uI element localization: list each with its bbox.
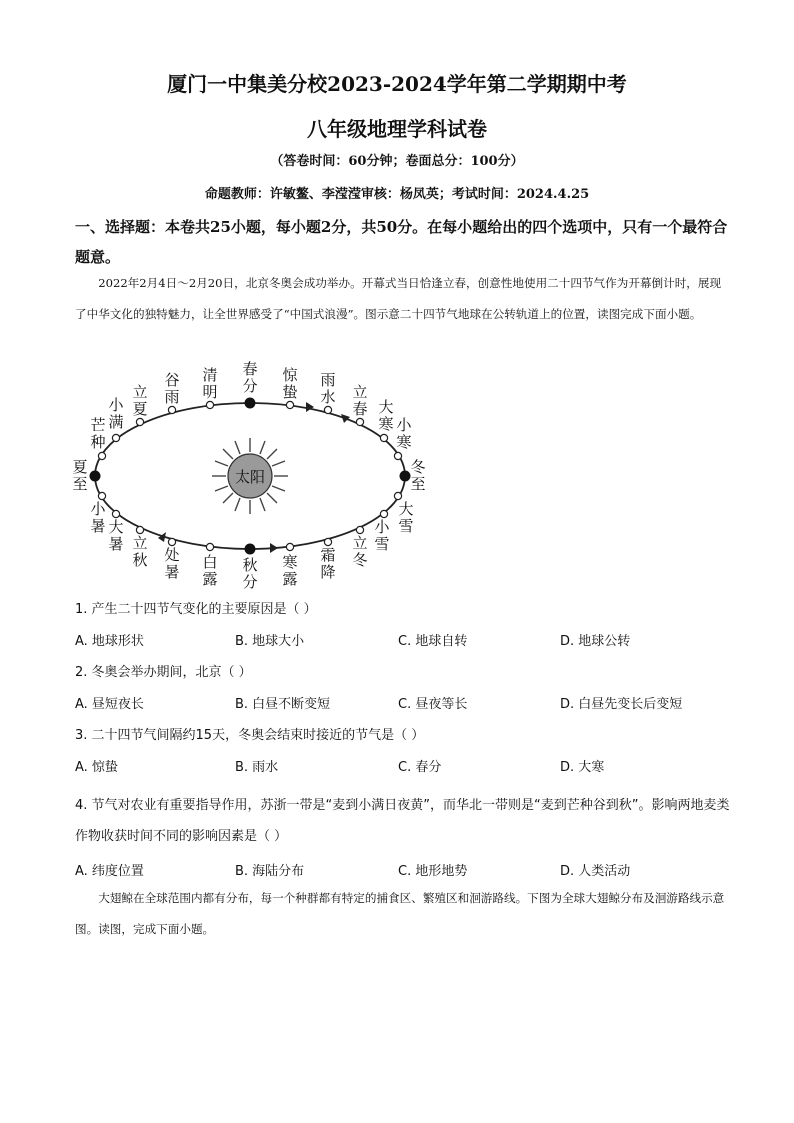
- term-label-lidong: 立冬: [352, 534, 368, 569]
- term-label-xiaoxue: 小雪: [374, 518, 390, 553]
- term-label-yushui: 雨水: [320, 371, 336, 406]
- question-2-option-d[interactable]: D. 白昼先变长后变短: [560, 697, 683, 712]
- term-label-guyu: 谷雨: [164, 371, 180, 406]
- spring-equinox-point: [245, 398, 256, 409]
- term-label-bailu: 白露: [202, 553, 218, 588]
- term-label-shuangjiang: 霜降: [320, 546, 336, 581]
- term-label-chunfen: 春分: [242, 360, 258, 395]
- term-label-dongzhi: 冬至: [410, 458, 426, 493]
- term-label-dahan: 大寒: [378, 398, 394, 433]
- term-label-hanlu: 寒露: [282, 553, 298, 588]
- term-label-qiufen: 秋分: [242, 556, 258, 591]
- question-3-option-b[interactable]: B. 雨水: [235, 760, 279, 775]
- sun-label: 太阳: [234, 468, 266, 486]
- passage-olympics: 2022年2月4日～2月20日，北京冬奥会成功举办。开幕式当日恰逢立春，创意性地使用二十四节气作为开幕倒计时，展现了中华文化的独特魅力，让全世界感受了“中国式浪漫”。图示意二十四节气地球在公转轨道上的位置，读图完成下面小题。: [75, 276, 722, 321]
- question-2-stem: 2. 冬奥会举办期间，北京（ ）: [75, 665, 252, 680]
- solar-terms-orbit-diagram: [60, 360, 440, 600]
- summer-solstice-point: [90, 471, 101, 482]
- autumn-equinox-point: [245, 544, 256, 555]
- term-label-xiaoshu: 小暑: [90, 500, 106, 535]
- question-2-option-b[interactable]: B. 白昼不断变短: [235, 697, 331, 712]
- term-label-dashu: 大暑: [108, 518, 124, 553]
- term-label-chushu: 处暑: [164, 546, 180, 581]
- term-label-lixia: 立夏: [132, 383, 148, 418]
- question-4-option-b[interactable]: B. 海陆分布: [235, 864, 305, 879]
- question-4-option-d[interactable]: D. 人类活动: [560, 864, 631, 879]
- exam-time-info: （答卷时间：60分钟；卷面总分：100分）: [270, 154, 524, 169]
- question-2-option-c[interactable]: C. 昼夜等长: [398, 697, 468, 712]
- question-1-stem: 1. 产生二十四节气变化的主要原因是（ ）: [75, 602, 317, 617]
- term-label-xiaohan: 小寒: [396, 416, 412, 451]
- term-label-xiaoman: 小满: [108, 396, 124, 431]
- term-label-jingzhe: 惊蛰: [282, 366, 298, 401]
- section-heading: 一、选择题：本卷共25小题，每小题2分，共50分。在每小题给出的四个选项中，只有一个最符合题意。: [75, 218, 728, 266]
- question-4-stem: 4. 节气对农业有重要指导作用，苏浙一带是“麦到小满日夜黄”，而华北一带则是“麦到芒种谷到秋”。影响两地麦类作物收获时间不同的影响因素是（ ）: [75, 798, 730, 844]
- question-1-option-c[interactable]: C. 地球自转: [398, 634, 468, 649]
- question-4-option-c[interactable]: C. 地形地势: [398, 864, 468, 879]
- question-3-option-c[interactable]: C. 春分: [398, 760, 442, 775]
- question-4-option-a[interactable]: A. 纬度位置: [75, 864, 144, 879]
- term-label-daxue: 大雪: [398, 500, 414, 535]
- question-3-option-a[interactable]: A. 惊蛰: [75, 760, 118, 775]
- exam-staff-info: 命题教师：许敏鳌、李滢滢审核：杨凤英；考试时间：2024.4.25: [204, 187, 590, 202]
- term-label-liqiu: 立秋: [132, 534, 148, 569]
- term-label-qingming: 清明: [202, 366, 218, 401]
- question-1-option-a[interactable]: A. 地球形状: [75, 634, 144, 649]
- term-label-lichun: 立春: [352, 383, 368, 418]
- exam-title-line1: 厦门一中集美分校2023-2024学年第二学期期中考: [167, 72, 627, 96]
- passage-humpback-whales: 大翅鲸在全球范围内都有分布，每一个种群都有特定的捕食区、繁殖区和洄游路线。下图为全球大翅鲸分布及洄游路线示意图。读图，完成下面小题。: [75, 891, 725, 936]
- exam-title-line2: 八年级地理学科试卷: [307, 117, 487, 141]
- question-2-option-a[interactable]: A. 昼短夜长: [75, 697, 144, 712]
- winter-solstice-point: [400, 471, 411, 482]
- question-1-option-d[interactable]: D. 地球公转: [560, 634, 631, 649]
- question-3-stem: 3. 二十四节气间隔约15天，冬奥会结束时接近的节气是（ ）: [75, 728, 425, 743]
- question-3-option-d[interactable]: D. 大寒: [560, 760, 605, 775]
- term-label-mangzhong: 芒种: [90, 416, 106, 451]
- term-label-xiazhi: 夏至: [72, 458, 88, 493]
- question-1-option-b[interactable]: B. 地球大小: [235, 634, 305, 649]
